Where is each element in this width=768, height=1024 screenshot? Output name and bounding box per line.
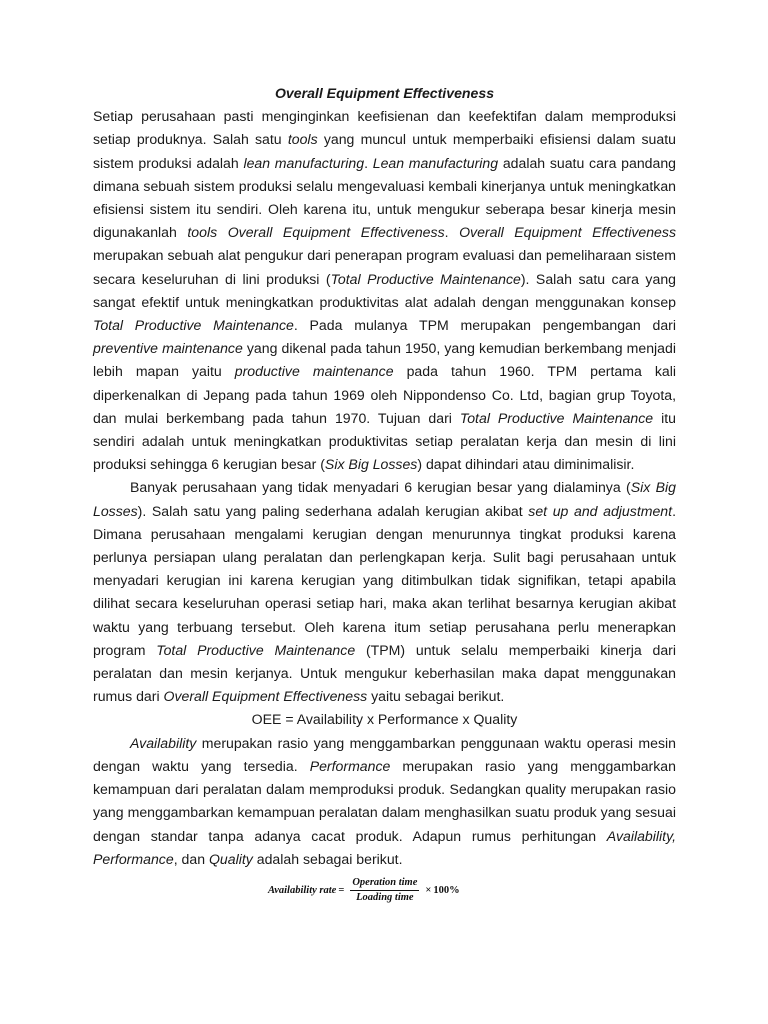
italic-term: Six Big Losses — [93, 479, 677, 519]
italic-term: Total Productive Maintenance — [330, 270, 521, 287]
text-run: , dan — [173, 850, 209, 867]
italic-term: Lean manufacturing — [372, 154, 499, 171]
italic-term: tools Overall Equipment Effectiveness — [187, 224, 445, 241]
formula-fraction — [350, 877, 419, 904]
paragraph-availability — [93, 732, 676, 871]
italic-term: Quality — [208, 850, 253, 867]
text-run: ) dapat dihindari atau diminimalisir. — [417, 456, 635, 473]
italic-term: productive maintenance — [234, 363, 394, 380]
italic-term: Availability, — [606, 827, 676, 844]
text-run: . — [364, 154, 373, 171]
italic-term: Total Productive Maintenance — [156, 641, 356, 658]
italic-term: Performance — [309, 757, 391, 774]
italic-term: Performance — [93, 850, 174, 867]
text-run: pada tahun 1960. TPM pertama kali diperkenalkan di Jepang pada tahun 1969 oleh Nippondenso Co. Ltd, bagian grup Toyota, dan mulai berkembang pada tahun 1970. Tujuan dari — [93, 363, 676, 426]
paragraph-six-big-losses — [93, 476, 676, 708]
italic-term: set up and adjustment — [528, 502, 673, 519]
text-run: merupakan rasio yang menggambarkan kemampuan dari peralatan dalam memproduksi produk. Sedangkan quality merupakan rasio yang menggambarkan kemampuan peralatan dalam menghasilkan suatu produk yang sesuai dengan standar tanpa adanya cacat produk. Adapun rumus perhitungan — [93, 757, 676, 844]
formula-lhs: Availability rate — [268, 885, 337, 896]
formula-denominator: Loading time — [356, 892, 414, 903]
text-run: . — [444, 224, 460, 241]
italic-term: tools — [287, 131, 318, 148]
availability-rate-formula — [268, 877, 460, 904]
italic-term: Availability — [130, 734, 197, 751]
text-run: Banyak perusahaan yang tidak menyadari 6 kerugian besar yang dialaminya ( — [130, 479, 631, 496]
formula-numerator: Operation time — [350, 877, 419, 891]
text-run: adalah sebagai berikut. — [252, 850, 403, 867]
italic-term: Overall Equipment Effectiveness — [459, 224, 676, 241]
italic-term: preventive maintenance — [93, 340, 243, 357]
document-body — [93, 82, 676, 871]
formula-percent: 100% — [433, 885, 460, 896]
text-run: merupakan sebuah alat pengukur dari penerapan program evaluasi dan pemeliharaan sistem secara keseluruhan di lini produksi ( — [93, 247, 676, 287]
text-run: yaitu sebagai berikut. — [367, 688, 505, 705]
text-run: itu sendiri adalah untuk meningkatkan produktivitas setiap peralatan kerja dan mesin di lini produksi sehingga 6 kerugian besar ( — [93, 409, 676, 473]
document-title: Overall Equipment Effectiveness — [274, 85, 495, 101]
text-run: Setiap perusahaan pasti menginginkan keefisienan dan keefektifan dalam memproduksi setiap produknya. Salah satu — [93, 108, 676, 148]
text-run: . Dimana perusahaan mengalami kerugian dengan menurunnya tingkat produksi karena perlunya persiapan ulang peralatan dan perlengkapan kerja. Sulit bagi perusahaan untuk menyadari kerugian ini karena kerugian yang ditimbulkan tidak signifikan, tetapi apabila dilihat secara keseluruhan operasi setiap hari, maka akan terlihat besarnya kerugian akibat waktu yang terbuang tersebut. Oleh karena itum setiap perusahana perlu menerapkan program — [93, 502, 676, 658]
text-run: merupakan rasio yang menggambarkan penggunaan waktu operasi mesin dengan waktu yang tersedia. — [93, 734, 676, 774]
text-run: adalah suatu cara pandang dimana sebuah sistem produksi selalu mengevaluasi kembali kinerjanya untuk meningkatkan efisiensi sistem itu sendiri. Oleh karena itu, untuk mengukur seberapa besar kinerja mesin digunakanlah — [93, 154, 677, 241]
italic-term: Total Productive Maintenance — [459, 409, 654, 426]
text-run: yang muncul untuk memperbaiki efisiensi dalam suatu sistem produksi adalah — [93, 131, 676, 171]
italic-term: Overall Equipment Effectiveness — [163, 688, 368, 705]
text-run: yang dikenal pada tahun 1950, yang kemudian berkembang menjadi lebih mapan yaitu — [93, 340, 676, 380]
formula-times: × — [425, 885, 432, 896]
italic-term: Total Productive Maintenance — [93, 317, 294, 334]
oee-formula: OEE = Availability x Performance x Quality — [251, 711, 518, 728]
text-run: . Pada mulanya TPM merupakan pengembangan dari — [293, 317, 676, 334]
text-run: (TPM) untuk selalu memperbaiki kinerja dari peralatan dan mesin kerjanya. Untuk mengukur keberhasilan maka dapat menggunakan rumus dari — [93, 641, 676, 705]
text-run: ). Salah satu cara yang sangat efektif untuk meningkatkan produktivitas alat adalah dengan menggunakan konsep — [93, 270, 676, 310]
formula-equals: = — [338, 885, 345, 896]
italic-term: lean manufacturing — [243, 154, 365, 171]
text-run: ). Salah satu yang paling sederhana adalah kerugian akibat — [137, 502, 529, 519]
italic-term: Six Big Losses — [324, 456, 418, 473]
paragraph-intro — [93, 105, 676, 476]
